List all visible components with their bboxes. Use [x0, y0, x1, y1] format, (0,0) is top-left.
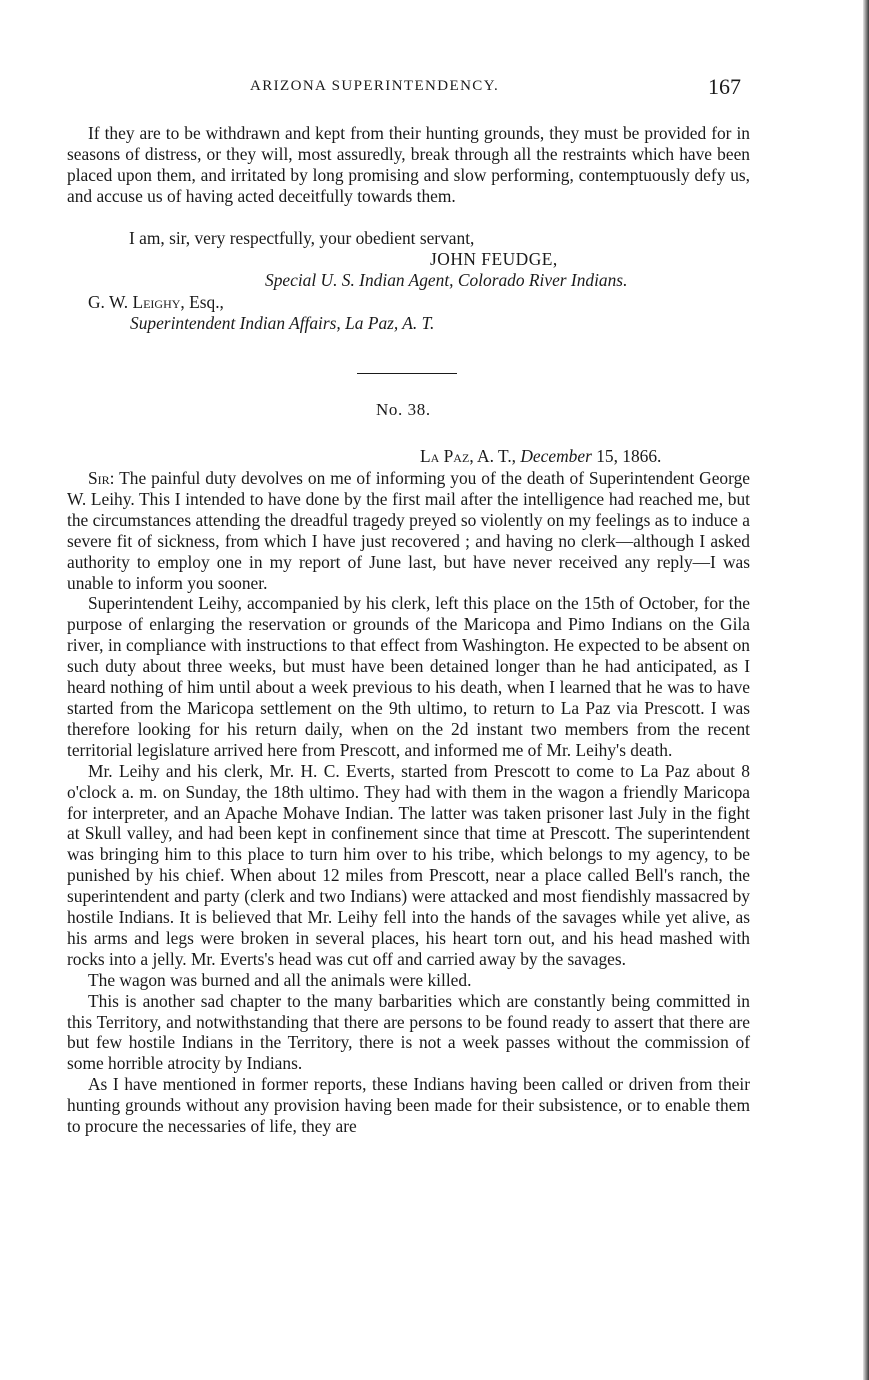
salutation: Sir [88, 468, 110, 488]
paragraph-3: Mr. Leihy and his clerk, Mr. H. C. Everts, started from Prescott to come to La Paz about 8 o'clock a. m. on Sunday, the 18th ultimo. They had with them in the wagon a friendly Maricopa for interpreter, and an Apache Mohave Indian. The latter was taken prisoner last July in the fight at Skull valley, and had been kept in confinement since that time at Prescott. The superintendent was bringing him to this place to turn him over to his tribe, which belongs to my agency, to be punished by his chief. When about 12 miles from Prescott, near a place called Bell's ranch, the superintendent and party (clerk and two Indians) were attacked and most fiendishly massacred by hostile Indians. It is believed that Mr. Leihy fell into the hands of the savages while yet alive, as his arms and legs were broken in several places, his heart torn out, and his head mashed with rocks into a jelly. Mr. Everts's head was cut off and carried away by the savages. [67, 760, 750, 969]
addressee-role: Superintendent Indian Affairs, La Paz, A. T. [130, 313, 435, 333]
dateline [420, 446, 661, 467]
document-number: No. 38. [376, 400, 431, 419]
dateline-place: La Paz [420, 446, 470, 466]
dateline-place-suffix: , A. T., [469, 446, 521, 466]
dateline-month: December [520, 446, 592, 466]
paragraph-2: Superintendent Leihy, accompanied by his clerk, left this place on the 15th of October, for the purpose of enlarging the reservation or grounds of the Maricopa and Pimo Indians on the Gila river, in compliance with instructions to that effect from Washington. He expected to be absent on such duty about three weeks, but must have been detained longer than he had anticipated, as I heard nothing of him until about a week previous to his death, when I learned that he was to have started from the Maricopa settlement on the 9th ultimo, to return to La Paz via Prescott. I was therefore looking for his return daily, when on the 2d instant two members from the recent territorial legislature arrived here from Prescott, and informed me of Mr. Leihy's death. [67, 593, 750, 760]
letter-one-closing-paragraph: If they are to be withdrawn and kept from their hunting grounds, they must be provided for in seasons of distress, or they will, most assuredly, break through all the restraints which have been placed upon them, and irritated by long promising and slow performing, contemptuously defy us, and accuse us of having acted deceitfully towards them. [67, 123, 750, 206]
letter-two-body [67, 468, 750, 1137]
addressee-suffix: , Esq., [180, 292, 224, 312]
complimentary-close: I am, sir, very respectfully, your obedient servant, [129, 228, 475, 248]
addressee-name: G. W. Leighy [88, 292, 181, 312]
addressee-line [88, 292, 224, 313]
paragraph-6: As I have mentioned in former reports, these Indians having been called or driven from their hunting grounds without any provision having been made for their subsistence, or to enable them to procure the necessaries of life, they are [67, 1074, 750, 1137]
signature-title: Special U. S. Indian Agent, Colorado River Indians. [265, 270, 628, 290]
section-divider [357, 373, 457, 374]
page-edge [863, 0, 869, 1380]
letter-one-closing-paragraph-block [67, 123, 750, 207]
page-number: 167 [708, 74, 741, 99]
paragraph-1 [67, 468, 750, 593]
paragraph-4: The wagon was burned and all the animals were killed. [88, 969, 472, 990]
signature-name: JOHN FEUDGE, [430, 249, 558, 269]
dateline-date-suffix: 15, 1866. [591, 446, 662, 466]
page-header [0, 76, 869, 100]
paragraph-5: This is another sad chapter to the many barbarities which are constantly being committed in this Territory, and notwithstanding that there are persons to be found ready to assert that there are but few hostile Indians in the Territory, there is not a week passes without the commission of some horrible atrocity by Indians. [67, 990, 750, 1074]
running-head: ARIZONA SUPERINTENDENCY. [250, 78, 500, 94]
paragraph-1-text: : The painful duty devolves on me of informing you of the death of Superintendent George W. Leihy. This I intended to have done by the first mail after the intelligence had reached me, but the circumstances attending the dreadful tragedy preyed so violently on my feelings as to induce a severe fit of sickness, from which I have just recovered ; and having no clerk—although I asked authority to employ one in my report of June last, but have never received any reply—I was unable to inform you sooner. [67, 468, 750, 593]
